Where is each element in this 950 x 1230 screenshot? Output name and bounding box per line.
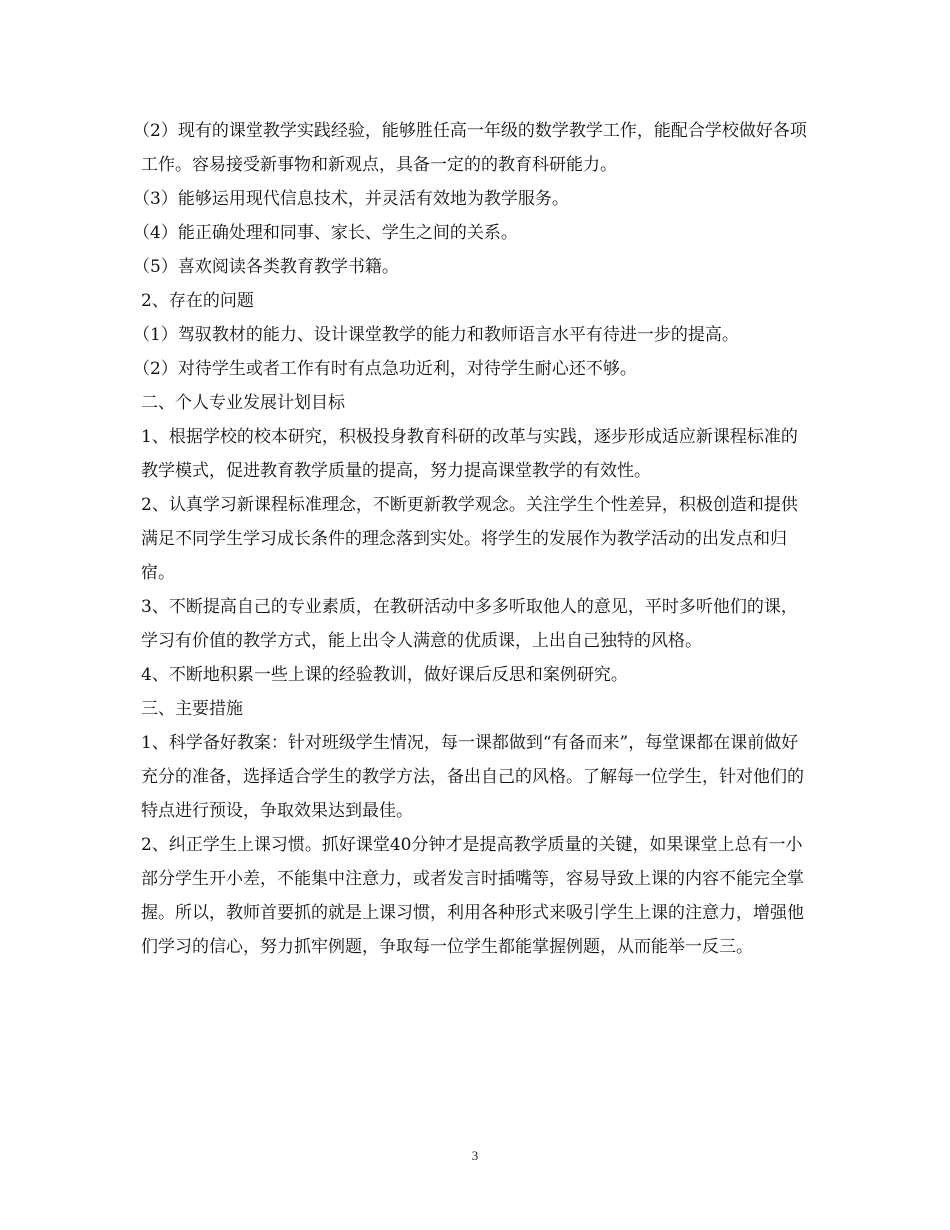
paragraph-goal-2: 2、认真学习新课程标准理念，不断更新教学观念。关注学生个性差异，积极创造和提供满足不同学生学习成长条件的理念落到实处。将学生的发展作为教学活动的出发点和归宿。	[141, 495, 798, 583]
heading-existing-problems: 2、存在的问题	[141, 291, 254, 311]
paragraph-measure-1: 1、科学备好教案：针对班级学生情况，每一课都做到“有备而来”，每堂课都在课前做好充分的准备，选择适合学生的教学方法，备出自己的风格。了解每一位学生，针对他们的特点进行预设，争取效果达到最佳。	[141, 733, 804, 821]
page-number: 3	[471, 1148, 479, 1163]
paragraph-measure-2: 2、纠正学生上课习惯。抓好课堂40分钟才是提高教学质量的关键，如果课堂上总有一小部分学生开小差，不能集中注意力，或者发言时插嘴等，容易导致上课的内容不能完全掌握。所以，教师首要抓的就是上课习惯，利用各种形式来吸引学生上课的注意力，增强他们学习的信心，努力抓牢例题，争取每一位学生都能掌握例题，从而能举一反三。	[141, 835, 804, 957]
paragraph-goal-1: 1、根据学校的校本研究，积极投身教育科研的改革与实践，逐步形成适应新课程标准的教学模式，促进教育教学质量的提高，努力提高课堂教学的有效性。	[141, 427, 798, 481]
paragraph-ability-4: （4）能正确处理和同事、家长、学生之间的关系。	[133, 223, 518, 243]
paragraph-ability-2: （2）现有的课堂教学实践经验，能够胜任高一年级的数学教学工作，能配合学校做好各项工作。容易接受新事物和新观点，具备一定的的教育科研能力。	[133, 121, 807, 175]
paragraph-ability-3: （3）能够运用现代信息技术，并灵活有效地为教学服务。	[133, 189, 569, 209]
heading-development-goals: 二、个人专业发展计划目标	[141, 393, 345, 413]
paragraph-problem-1: （1）驾驭教材的能力、设计课堂教学的能力和教师语言水平有待进一步的提高。	[133, 325, 739, 345]
heading-main-measures: 三、主要措施	[141, 699, 243, 719]
paragraph-goal-4: 4、不断地积累一些上课的经验教训，做好课后反思和案例研究。	[141, 665, 628, 685]
paragraph-goal-3: 3、不断提高自己的专业素质，在教研活动中多多听取他人的意见，平时多听他们的课，学习有价值的教学方式，能上出令人满意的优质课，上出自己独特的风格。	[141, 597, 798, 651]
paragraph-problem-2: （2）对待学生或者工作有时有点急功近利，对待学生耐心还不够。	[133, 359, 637, 379]
paragraph-ability-5: （5）喜欢阅读各类教育教学书籍。	[133, 257, 399, 277]
document-body	[133, 114, 813, 964]
